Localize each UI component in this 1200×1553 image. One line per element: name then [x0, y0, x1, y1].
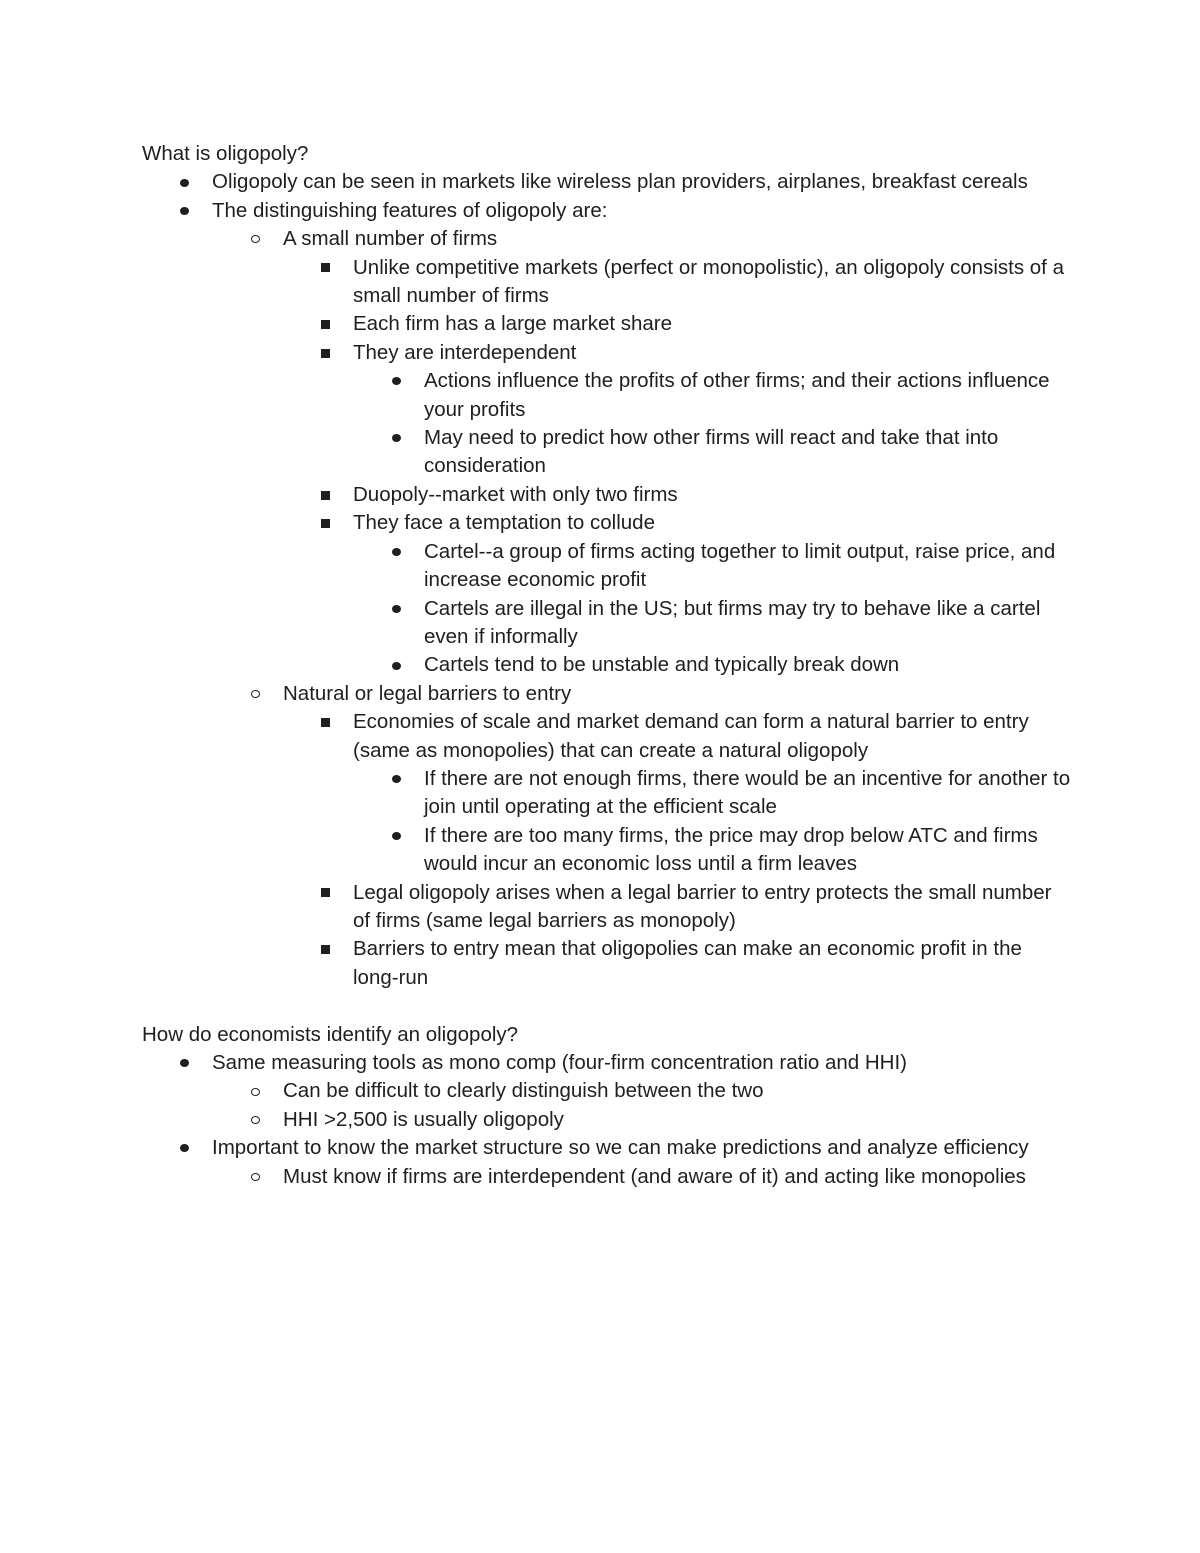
- bullet-circle-icon: [247, 1106, 263, 1134]
- bullet-square-icon: [317, 509, 333, 537]
- list-item: A small number of firms: [142, 225, 1072, 253]
- bullet-square-icon: [317, 879, 333, 907]
- bullet-disc-icon: [176, 197, 192, 225]
- list-item: Same measuring tools as mono comp (four-firm concentration ratio and HHI): [142, 1049, 1072, 1077]
- list-item: Important to know the market structure so we can make predictions and analyze efficiency: [142, 1134, 1072, 1162]
- list-item: Cartels tend to be unstable and typically break down: [142, 651, 1072, 679]
- bullet-disc-icon: [388, 367, 404, 395]
- bullet-circle-icon: [247, 1077, 263, 1105]
- list-item: Must know if firms are interdependent (and aware of it) and acting like monopolies: [142, 1163, 1072, 1191]
- list-item: They are interdependent: [142, 339, 1072, 367]
- list-item: Legal oligopoly arises when a legal barrier to entry protects the small number of firms (same legal barriers as monopoly): [142, 879, 1072, 936]
- section-identify-oligopoly: [142, 1021, 1072, 1191]
- bullet-circle-icon: [247, 225, 263, 253]
- list-item: The distinguishing features of oligopoly are:: [142, 197, 1072, 225]
- bullet-circle-icon: [247, 680, 263, 708]
- bullet-disc-icon: [388, 822, 404, 850]
- bullet-list: [142, 1049, 1072, 1191]
- section-what-is-oligopoly: [142, 140, 1072, 992]
- bullet-disc-icon: [176, 1049, 192, 1077]
- list-item: Cartel--a group of firms acting together to limit output, raise price, and increase economic profit: [142, 538, 1072, 595]
- section-heading: How do economists identify an oligopoly?: [142, 1022, 519, 1046]
- list-item: Can be difficult to clearly distinguish between the two: [142, 1077, 1072, 1105]
- list-item: They face a temptation to collude: [142, 509, 1072, 537]
- bullet-disc-icon: [388, 424, 404, 452]
- list-item: Cartels are illegal in the US; but firms may try to behave like a cartel even if informally: [142, 595, 1072, 652]
- bullet-circle-icon: [247, 1163, 263, 1191]
- bullet-disc-icon: [388, 538, 404, 566]
- list-item: Barriers to entry mean that oligopolies can make an economic profit in the long-run: [142, 935, 1072, 992]
- list-item: Oligopoly can be seen in markets like wireless plan providers, airplanes, breakfast cereals: [142, 168, 1072, 196]
- bullet-disc-icon: [176, 168, 192, 196]
- bullet-square-icon: [317, 339, 333, 367]
- bullet-disc-icon: [388, 765, 404, 793]
- list-item: May need to predict how other firms will react and take that into consideration: [142, 424, 1072, 481]
- bullet-disc-icon: [388, 595, 404, 623]
- list-item: HHI >2,500 is usually oligopoly: [142, 1106, 1072, 1134]
- bullet-square-icon: [317, 310, 333, 338]
- section-heading: What is oligopoly?: [142, 142, 309, 165]
- bullet-square-icon: [317, 254, 333, 282]
- list-item: If there are not enough firms, there would be an incentive for another to join until operating at the efficient scale: [142, 765, 1072, 822]
- list-item: If there are too many firms, the price may drop below ATC and firms would incur an economic loss until a firm leaves: [142, 822, 1072, 879]
- bullet-disc-icon: [176, 1134, 192, 1162]
- paragraph-spacer: [142, 992, 1072, 1020]
- bullet-square-icon: [317, 935, 333, 963]
- list-item: Each firm has a large market share: [142, 310, 1072, 338]
- list-item: Economies of scale and market demand can form a natural barrier to entry (same as monopolies) that can create a natural oligopoly: [142, 708, 1072, 765]
- list-item: Natural or legal barriers to entry: [142, 680, 1072, 708]
- list-item: Duopoly--market with only two firms: [142, 481, 1072, 509]
- bullet-square-icon: [317, 708, 333, 736]
- list-item: Unlike competitive markets (perfect or monopolistic), an oligopoly consists of a small number of firms: [142, 254, 1072, 311]
- bullet-list: [142, 168, 1072, 992]
- bullet-disc-icon: [388, 651, 404, 679]
- list-item: Actions influence the profits of other firms; and their actions influence your profits: [142, 367, 1072, 424]
- bullet-square-icon: [317, 481, 333, 509]
- document-body: [142, 140, 1072, 1191]
